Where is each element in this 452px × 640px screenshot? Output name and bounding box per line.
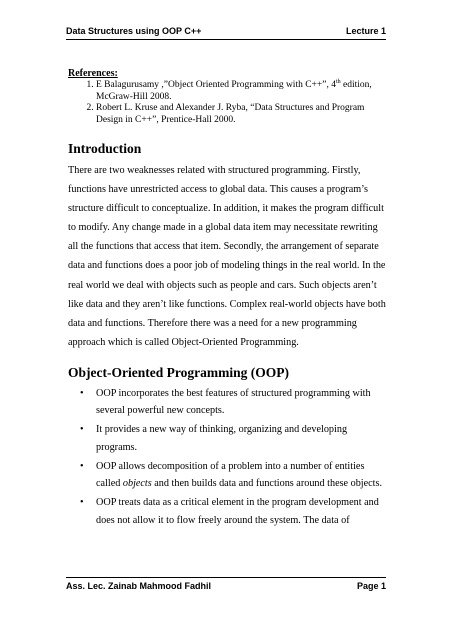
references-list — [68, 80, 388, 126]
bullet-text: OOP treats data as a critical element in the program development and does not allow it to flow freely around the system. The data of — [96, 497, 379, 526]
page-header — [66, 26, 386, 40]
oop-bullet-item — [80, 458, 388, 493]
bullet-emphasis: objects — [122, 478, 152, 490]
reference-superscript: th — [335, 78, 341, 85]
bullet-icon: • — [80, 387, 84, 399]
page-content — [68, 68, 388, 531]
bullet-icon: • — [80, 424, 84, 436]
reference-item: 2. Robert L. Kruse and Alexander J. Ryba, “Data Structures and Program Design in C++”, Prentice-Hall 2000. — [96, 103, 388, 126]
page-footer — [66, 577, 386, 592]
bullet-icon: • — [80, 497, 84, 509]
oop-heading: Object-Oriented Programming (OOP) — [68, 364, 289, 380]
bullet-text: OOP allows decomposition of a problem into a number of entities called — [96, 460, 365, 490]
oop-bullet-item — [80, 494, 388, 529]
oop-bullet-item — [80, 385, 388, 420]
oop-bullet-item — [80, 421, 388, 456]
introduction-paragraph: There are two weaknesses related with structured programming. Firstly, functions have unrestricted access to global data. This causes a program’s structure difficult to conceptualize. In addition, it makes the program difficult to modify. Any change made in a global data item may necessitate rewriting all the functions that access that item. Secondly, the arrangement of separate data and functions does a poor job of modeling things in the real world. In the real world we deal with objects such as people and cars. Such objects aren’t like data and they aren’t like functions. Complex real-world objects have both data and functions. Therefore there was a need for a new programming approach which is called Object-Oriented Programming. — [68, 165, 386, 348]
reference-item — [96, 80, 388, 103]
reference-text: edition, McGraw-Hill 2008. — [96, 80, 372, 102]
reference-text: E Balagurusamy ,”Object Oriented Programming with C++”, 4 — [96, 80, 336, 90]
references-title: References: — [68, 68, 118, 79]
header-course-title: Data Structures using OOP C++ — [66, 26, 202, 36]
introduction-heading: Introduction — [68, 141, 142, 156]
header-lecture-number: Lecture 1 — [345, 26, 386, 36]
bullet-icon: • — [80, 460, 84, 472]
bullet-text: It provides a new way of thinking, organizing and developing programs. — [96, 424, 348, 453]
oop-bullet-list — [68, 385, 388, 530]
footer-page-number: Page 1 — [356, 581, 386, 591]
footer-author: Ass. Lec. Zainab Mahmood Fadhil — [66, 581, 212, 591]
bullet-text: OOP incorporates the best features of structured programming with several powerful new concepts. — [96, 387, 371, 417]
bullet-text: and then builds data and functions around these objects. — [151, 478, 383, 490]
